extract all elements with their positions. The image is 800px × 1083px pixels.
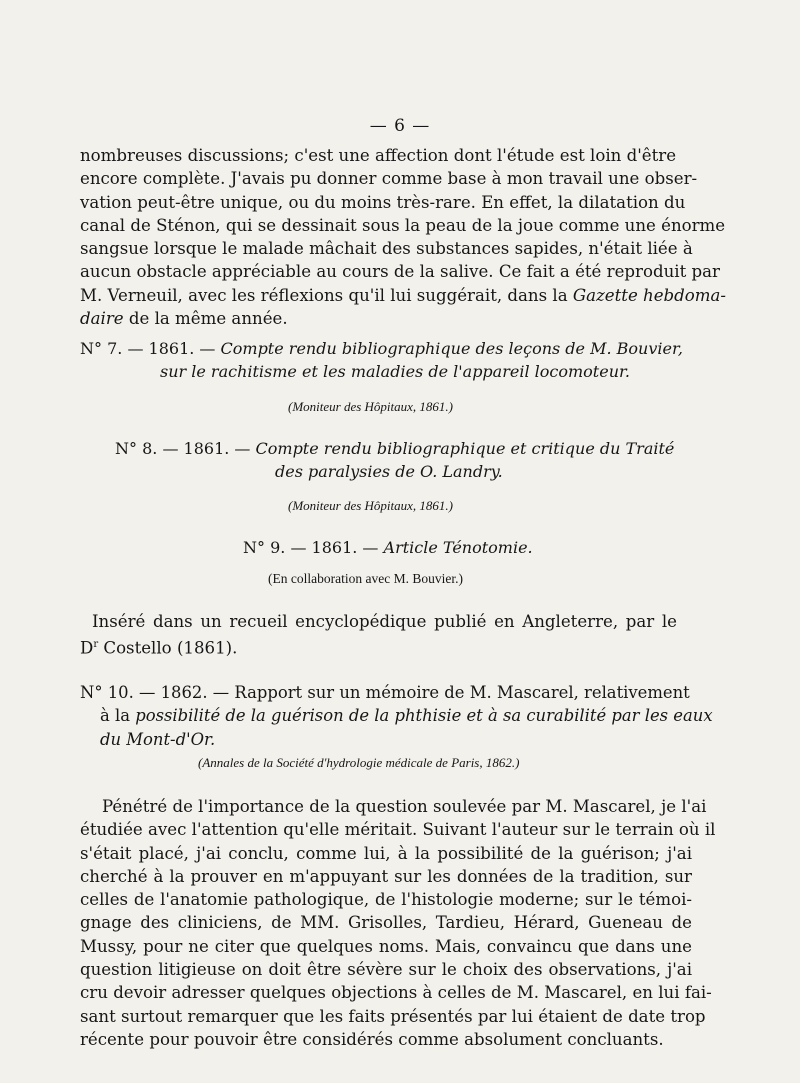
text-line — [80, 307, 675, 330]
entry-title-continued: des paralysies de O. Landry. — [275, 462, 503, 481]
text-line: sant surtout remarquer que les faits présentés par lui étaient de date trop — [80, 1006, 706, 1026]
text-segment: Costello (1861). — [98, 638, 238, 658]
entry-heading — [243, 536, 533, 559]
text-line: cherché à la prouver en m'appuyant sur les données de la tradition, sur — [80, 866, 692, 886]
journal-title: Gazette hebdoma- — [572, 285, 727, 305]
entry-10 — [80, 681, 713, 751]
intro-paragraph — [80, 144, 727, 330]
text-segment: D — [80, 638, 94, 658]
entry-8-source — [288, 497, 453, 515]
insere-paragraph — [80, 610, 677, 660]
text-line: étudiée avec l'attention qu'elle méritait. Suivant l'auteur sur le terrain où il — [80, 820, 716, 840]
text-line: celles de l'anatomie pathologique, de l'histologie moderne; sur le témoi- — [80, 890, 692, 910]
text-line: encore complète. J'avais pu donner comme base à mon travail une obser- — [80, 169, 698, 189]
text-line: vation peut-être unique, ou du moins très-rare. En effet, la dilatation du — [80, 192, 686, 212]
text-line: récente pour pouvoir être considérés comme absolument concluants. — [80, 1029, 664, 1049]
text-line: gnage des cliniciens, de MM. Grisolles, Tardieu, Hérard, Gueneau de — [80, 913, 692, 933]
text-line: s'était placé, j'ai conclu, comme lui, à la possibilité de la guérison; j'ai — [80, 843, 692, 863]
entry-title: possibilité de la guérison de la phthisie et à sa curabilité par les eaux — [135, 706, 713, 726]
text-line: aucun obstacle appréciable au cours de la salive. Ce fait a été reproduit par — [80, 262, 720, 282]
text-line: Mussy, pour ne citer que quelques noms. Mais, convaincu que dans une — [80, 936, 692, 956]
text-line — [80, 633, 677, 660]
entry-9 — [243, 536, 533, 559]
entry-9-note: (En collaboration avec M. Bouvier.) — [268, 571, 463, 586]
text-line: sangsue lorsque le malade mâchait des substances sapides, n'était liée à — [80, 239, 693, 259]
text-line: Pénétré de l'importance de la question soulevée par M. Mascarel, je l'ai — [102, 797, 707, 816]
text-line: canal de Sténon, qui se dessinait sous la peau de la joue comme une énorme — [80, 215, 726, 235]
entry-8 — [115, 437, 674, 483]
entry-number: N° 7. — 1861. — — [80, 339, 216, 358]
text-segment: de la même année. — [123, 309, 288, 329]
entry-title: Compte rendu bibliographique des leçons de M. Bouvier, — [220, 339, 683, 358]
text-line — [80, 284, 727, 307]
source-citation: (Moniteur des Hôpitaux, 1861.) — [288, 399, 454, 414]
text-line: Inséré dans un recueil encyclopédique publié en Angleterre, par le — [92, 612, 677, 631]
body-paragraph — [80, 795, 716, 1051]
text-line — [80, 704, 713, 727]
text-segment: à la — [100, 706, 130, 726]
journal-title: daire — [80, 309, 124, 329]
entry-heading — [115, 437, 674, 460]
entry-title: Article Ténotomie. — [383, 538, 533, 557]
text-line: cru devoir adresser quelques objections à celles de M. Mascarel, en lui fai- — [80, 983, 712, 1003]
entry-7-source — [288, 398, 453, 416]
text-line: question litigieuse on doit être sévère sur le choix des observations, j'ai — [80, 960, 692, 980]
source-citation: (Annales de la Société d'hydrologie médicale de Paris, 1862.) — [198, 755, 520, 770]
entry-title-continued: sur le rachitisme et les maladies de l'appareil locomoteur. — [160, 362, 630, 381]
entry-title-continued: du Mont-d'Or. — [100, 729, 216, 749]
entry-10-source — [198, 754, 519, 772]
entry-heading: N° 10. — 1862. — Rapport sur un mémoire de M. Mascarel, relativement — [80, 683, 690, 702]
page-number: — 6 — — [369, 116, 431, 136]
superscript: r — [93, 639, 99, 651]
entry-number: N° 8. — 1861. — — [115, 439, 251, 458]
entry-7 — [80, 337, 683, 383]
text-segment: M. Verneuil, avec les réflexions qu'il lui suggérait, dans la — [80, 285, 568, 305]
entry-heading — [80, 337, 683, 360]
text-line: nombreuses discussions; c'est une affection dont l'étude est loin d'être — [80, 146, 677, 165]
entry-title: Compte rendu bibliographique et critique du Traité — [255, 439, 675, 458]
entry-number: N° 9. — 1861. — — [243, 538, 379, 557]
source-citation: (Moniteur des Hôpitaux, 1861.) — [288, 498, 454, 513]
